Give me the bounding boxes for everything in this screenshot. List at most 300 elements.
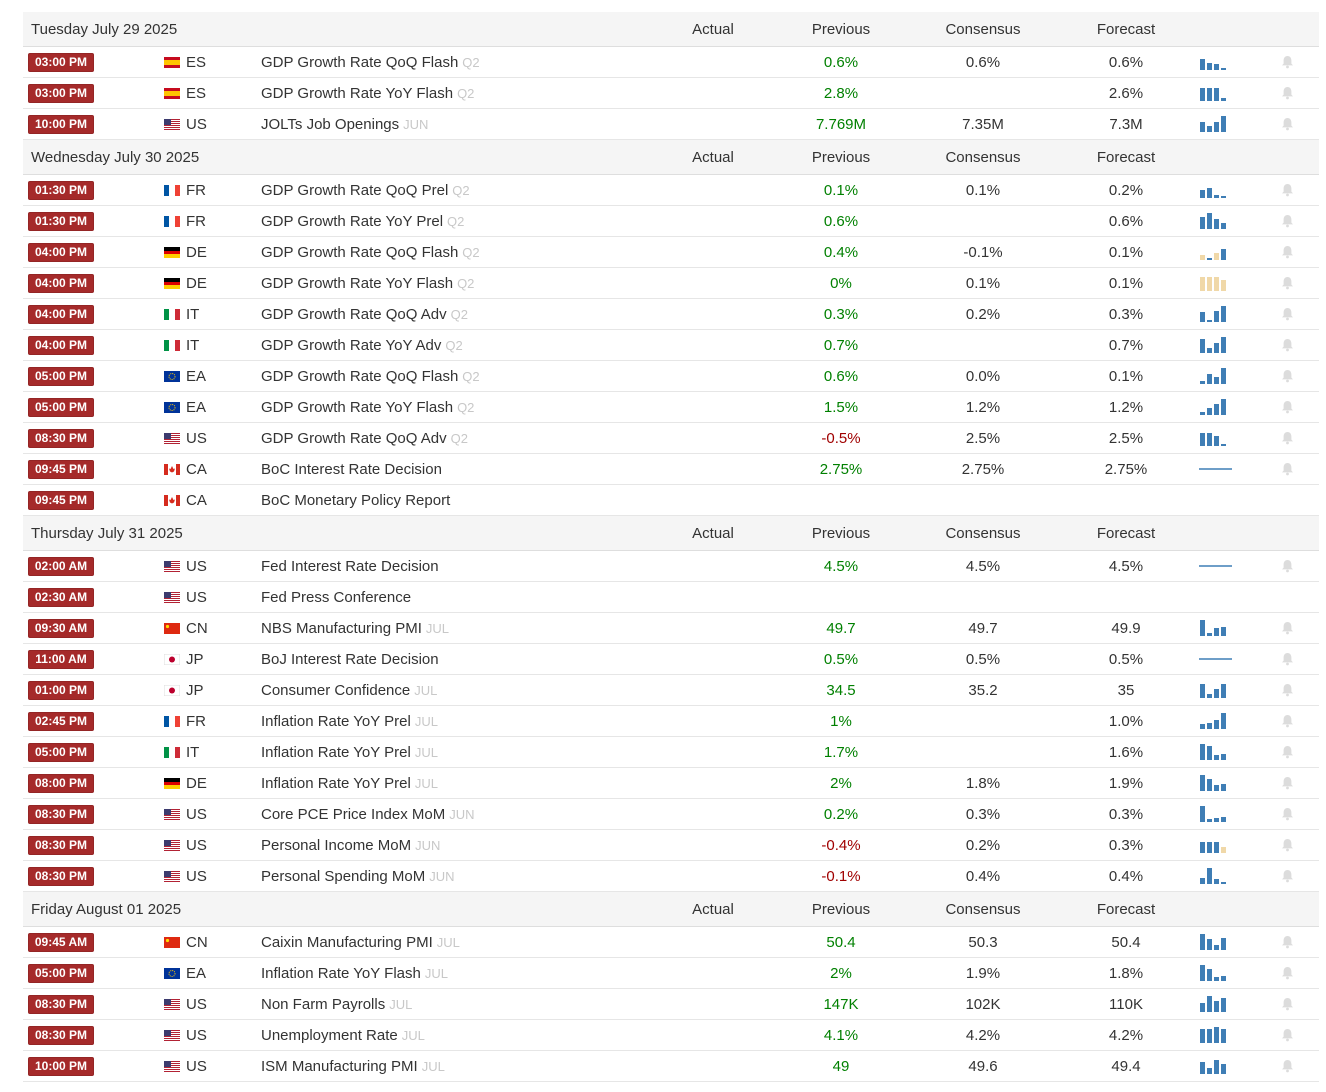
previous-value bbox=[791, 675, 891, 705]
spark-bar bbox=[1221, 817, 1226, 822]
spark-bar bbox=[1207, 408, 1212, 415]
bell-icon[interactable] bbox=[1281, 737, 1294, 767]
forecast-value bbox=[1076, 675, 1176, 705]
previous-text: 2.8% bbox=[823, 84, 859, 102]
forecast-value bbox=[1076, 392, 1176, 422]
flag-us-icon bbox=[164, 561, 180, 572]
bell-icon[interactable] bbox=[1281, 78, 1294, 108]
spark-bar bbox=[1207, 188, 1212, 198]
time-badge: 02:30 AM bbox=[28, 588, 94, 607]
event-row[interactable] bbox=[23, 206, 1319, 237]
spark-bar bbox=[1207, 63, 1212, 70]
spark-bar bbox=[1200, 190, 1205, 198]
forecast-text: 4.2% bbox=[1108, 1026, 1144, 1044]
bell-icon[interactable] bbox=[1281, 644, 1294, 674]
flag-us-icon bbox=[164, 433, 180, 444]
event-name[interactable] bbox=[261, 206, 464, 236]
spark-bar bbox=[1207, 996, 1212, 1012]
event-country bbox=[164, 361, 206, 391]
event-name[interactable] bbox=[261, 299, 468, 329]
spark-bar bbox=[1200, 620, 1205, 636]
sparkline-chart[interactable] bbox=[1198, 1020, 1234, 1050]
sparkline-chart[interactable] bbox=[1198, 830, 1234, 860]
previous-text: 49.7 bbox=[826, 619, 856, 637]
event-name[interactable] bbox=[261, 927, 460, 957]
event-title: Caixin Manufacturing PMI bbox=[261, 933, 433, 951]
sparkline-chart[interactable] bbox=[1198, 958, 1234, 988]
consensus-value bbox=[933, 799, 1033, 829]
event-reference: Q2 bbox=[462, 368, 480, 384]
consensus-value bbox=[933, 454, 1033, 484]
sparkline-chart[interactable] bbox=[1198, 989, 1234, 1019]
spark-bar bbox=[1221, 684, 1226, 698]
spark-bar bbox=[1221, 976, 1226, 981]
event-title: Core PCE Price Index MoM bbox=[261, 805, 446, 823]
time-badge: 05:00 PM bbox=[28, 367, 94, 386]
forecast-text: 49.9 bbox=[1111, 619, 1141, 637]
spark-bar bbox=[1214, 277, 1219, 291]
consensus-value bbox=[933, 268, 1033, 298]
bell-icon[interactable] bbox=[1281, 861, 1294, 891]
previous-value bbox=[791, 958, 891, 988]
spark-bar bbox=[1207, 374, 1212, 384]
consensus-value bbox=[933, 361, 1033, 391]
bell-icon[interactable] bbox=[1281, 675, 1294, 705]
event-reference: Q2 bbox=[452, 182, 470, 198]
event-time bbox=[28, 268, 94, 298]
flag-cn-icon bbox=[164, 937, 180, 948]
sparkline-chart[interactable] bbox=[1198, 268, 1234, 298]
bell-icon[interactable] bbox=[1281, 1051, 1294, 1081]
previous-value bbox=[791, 737, 891, 767]
bell-icon[interactable] bbox=[1281, 330, 1294, 360]
sparkline-chart[interactable] bbox=[1198, 706, 1234, 736]
sparkline-chart[interactable] bbox=[1198, 109, 1234, 139]
event-row[interactable] bbox=[23, 737, 1319, 768]
previous-text: 0% bbox=[830, 274, 852, 292]
bell-icon[interactable] bbox=[1281, 392, 1294, 422]
spark-bar bbox=[1221, 938, 1226, 950]
event-row[interactable] bbox=[23, 361, 1319, 392]
event-title: GDP Growth Rate QoQ Prel bbox=[261, 181, 449, 199]
bell-icon[interactable] bbox=[1281, 109, 1294, 139]
spark-bar bbox=[1207, 277, 1212, 291]
forecast-value bbox=[1076, 861, 1176, 891]
event-name[interactable] bbox=[261, 861, 455, 891]
spark-bar bbox=[1214, 1060, 1219, 1074]
event-title: Inflation Rate YoY Flash bbox=[261, 964, 421, 982]
event-name[interactable] bbox=[261, 361, 480, 391]
event-name[interactable] bbox=[261, 330, 463, 360]
forecast-text: 0.2% bbox=[1108, 181, 1144, 199]
bell-icon[interactable] bbox=[1281, 299, 1294, 329]
event-row[interactable] bbox=[23, 454, 1319, 485]
event-name[interactable] bbox=[261, 47, 480, 77]
column-header-label: Consensus bbox=[945, 900, 1021, 918]
event-name[interactable] bbox=[261, 1051, 445, 1081]
event-row[interactable] bbox=[23, 861, 1319, 892]
event-country bbox=[164, 582, 207, 612]
event-name[interactable] bbox=[261, 799, 475, 829]
country-code: CN bbox=[186, 933, 208, 951]
event-row[interactable] bbox=[23, 109, 1319, 140]
event-name[interactable] bbox=[261, 78, 474, 108]
event-time bbox=[28, 1020, 94, 1050]
previous-value bbox=[791, 392, 891, 422]
event-row[interactable] bbox=[23, 330, 1319, 361]
bell-icon[interactable] bbox=[1281, 799, 1294, 829]
consensus-text: 0.2% bbox=[965, 305, 1001, 323]
country-code: FR bbox=[186, 181, 206, 199]
event-time bbox=[28, 392, 94, 422]
event-name[interactable] bbox=[261, 613, 449, 643]
event-title: BoC Monetary Policy Report bbox=[261, 491, 451, 509]
event-row[interactable] bbox=[23, 551, 1319, 582]
spark-bar bbox=[1200, 775, 1205, 791]
event-reference: Q2 bbox=[457, 275, 475, 291]
bell-icon[interactable] bbox=[1281, 768, 1294, 798]
spark-bar bbox=[1214, 195, 1219, 198]
previous-text: 1.5% bbox=[823, 398, 859, 416]
country-code: ES bbox=[186, 53, 207, 71]
flag-es-icon bbox=[164, 88, 180, 99]
previous-text: -0.1% bbox=[821, 867, 861, 885]
event-country bbox=[164, 861, 207, 891]
event-time bbox=[28, 927, 94, 957]
sparkline-chart[interactable] bbox=[1198, 927, 1234, 957]
flag-ea-icon bbox=[164, 968, 180, 979]
forecast-value bbox=[1076, 206, 1176, 236]
sparkline-chart[interactable] bbox=[1198, 299, 1234, 329]
event-row[interactable] bbox=[23, 830, 1319, 861]
sparkline-chart[interactable] bbox=[1198, 361, 1234, 391]
sparkline-chart[interactable] bbox=[1198, 861, 1234, 891]
spark-bar bbox=[1214, 404, 1219, 415]
event-name[interactable] bbox=[261, 485, 450, 515]
consensus-value bbox=[933, 109, 1033, 139]
previous-text: 0.6% bbox=[823, 53, 859, 71]
sparkline-chart[interactable] bbox=[1198, 799, 1234, 829]
previous-value bbox=[791, 830, 891, 860]
event-row[interactable] bbox=[23, 927, 1319, 958]
event-name[interactable] bbox=[261, 175, 470, 205]
event-name[interactable] bbox=[261, 675, 437, 705]
event-country bbox=[164, 109, 207, 139]
event-row[interactable] bbox=[23, 706, 1319, 737]
event-country bbox=[164, 237, 207, 267]
event-name[interactable] bbox=[261, 582, 411, 612]
event-row[interactable] bbox=[23, 485, 1319, 516]
spark-bar bbox=[1200, 934, 1205, 950]
bell-icon[interactable] bbox=[1281, 830, 1294, 860]
forecast-text: 1.2% bbox=[1108, 398, 1144, 416]
event-row[interactable] bbox=[23, 299, 1319, 330]
spark-bar bbox=[1200, 806, 1205, 822]
event-row[interactable] bbox=[23, 958, 1319, 989]
column-header-label: Forecast bbox=[1096, 20, 1156, 38]
event-name[interactable] bbox=[261, 768, 438, 798]
bell-icon[interactable] bbox=[1281, 927, 1294, 957]
bell-icon[interactable] bbox=[1281, 989, 1294, 1019]
event-time bbox=[28, 613, 94, 643]
spark-bar bbox=[1207, 1029, 1212, 1043]
time-badge: 08:30 PM bbox=[28, 805, 94, 824]
consensus-text: 1.2% bbox=[965, 398, 1001, 416]
bell-icon[interactable] bbox=[1281, 1020, 1294, 1050]
day-header bbox=[23, 140, 1319, 175]
event-country bbox=[164, 299, 199, 329]
bell-icon[interactable] bbox=[1281, 268, 1294, 298]
event-name[interactable] bbox=[261, 268, 474, 298]
consensus-text: 0.0% bbox=[965, 367, 1001, 385]
previous-text: 0.3% bbox=[823, 305, 859, 323]
event-time bbox=[28, 551, 94, 581]
sparkline-chart[interactable] bbox=[1198, 47, 1234, 77]
column-header-consensus bbox=[933, 12, 1033, 46]
day-date-text: Friday August 01 2025 bbox=[31, 900, 182, 918]
spark-bar bbox=[1200, 122, 1205, 132]
previous-text: 0.4% bbox=[823, 243, 859, 261]
event-row[interactable] bbox=[23, 613, 1319, 644]
event-name[interactable] bbox=[261, 454, 442, 484]
spark-bar bbox=[1207, 258, 1212, 260]
bell-icon[interactable] bbox=[1281, 958, 1294, 988]
event-name[interactable] bbox=[261, 830, 440, 860]
spark-bar bbox=[1200, 412, 1205, 415]
flag-jp-icon bbox=[164, 685, 180, 696]
bell-icon[interactable] bbox=[1281, 423, 1294, 453]
column-header-label: Consensus bbox=[945, 148, 1021, 166]
column-header-forecast bbox=[1076, 892, 1176, 926]
event-reference: JUL bbox=[425, 620, 450, 636]
day-date bbox=[31, 892, 181, 926]
forecast-text: 7.3M bbox=[1109, 115, 1143, 133]
time-badge: 09:30 AM bbox=[28, 619, 94, 638]
event-name[interactable] bbox=[261, 737, 438, 767]
event-row[interactable] bbox=[23, 392, 1319, 423]
event-reference: JUN bbox=[415, 837, 441, 853]
previous-text: 34.5 bbox=[826, 681, 856, 699]
sparkline-chart[interactable] bbox=[1198, 330, 1234, 360]
consensus-text: -0.1% bbox=[963, 243, 1003, 261]
event-country bbox=[164, 454, 207, 484]
column-header-label: Consensus bbox=[945, 20, 1021, 38]
sparkline-chart[interactable] bbox=[1198, 454, 1234, 484]
event-name[interactable] bbox=[261, 644, 439, 674]
sparkline-chart[interactable] bbox=[1198, 1051, 1234, 1081]
previous-text: -0.5% bbox=[821, 429, 861, 447]
event-name[interactable] bbox=[261, 423, 468, 453]
event-row[interactable] bbox=[23, 582, 1319, 613]
country-code: FR bbox=[186, 212, 206, 230]
event-country bbox=[164, 799, 207, 829]
event-title: NBS Manufacturing PMI bbox=[261, 619, 422, 637]
flag-fr-icon bbox=[164, 216, 180, 227]
event-row[interactable] bbox=[23, 644, 1319, 675]
event-name[interactable] bbox=[261, 551, 439, 581]
flag-us-icon bbox=[164, 1061, 180, 1072]
column-header-label: Actual bbox=[692, 524, 734, 542]
consensus-value bbox=[933, 1051, 1033, 1081]
event-time bbox=[28, 361, 94, 391]
event-row[interactable] bbox=[23, 237, 1319, 268]
sparkline-chart[interactable] bbox=[1198, 423, 1234, 453]
previous-text: 49 bbox=[832, 1057, 850, 1075]
spark-bar bbox=[1214, 720, 1219, 729]
event-name[interactable] bbox=[261, 1020, 425, 1050]
spark-bar bbox=[1207, 88, 1212, 101]
event-name[interactable] bbox=[261, 237, 480, 267]
previous-value bbox=[791, 927, 891, 957]
sparkline-chart[interactable] bbox=[1198, 644, 1234, 674]
previous-text: 0.1% bbox=[823, 181, 859, 199]
spark-bar bbox=[1200, 312, 1205, 322]
forecast-text: 110K bbox=[1109, 995, 1143, 1013]
event-name[interactable] bbox=[261, 109, 428, 139]
event-country bbox=[164, 830, 207, 860]
spark-bar bbox=[1214, 1001, 1219, 1012]
event-reference: Q2 bbox=[462, 244, 480, 260]
event-row[interactable] bbox=[23, 799, 1319, 830]
event-reference: JUN bbox=[403, 116, 429, 132]
forecast-text: 2.5% bbox=[1108, 429, 1144, 447]
event-reference: JUL bbox=[401, 1027, 425, 1043]
bell-icon[interactable] bbox=[1281, 361, 1294, 391]
previous-value bbox=[791, 582, 891, 612]
event-row[interactable] bbox=[23, 175, 1319, 206]
spark-bar bbox=[1214, 219, 1219, 229]
time-badge: 11:00 AM bbox=[28, 650, 94, 669]
forecast-value bbox=[1076, 768, 1176, 798]
bell-icon[interactable] bbox=[1281, 551, 1294, 581]
forecast-value bbox=[1076, 613, 1176, 643]
event-title: Inflation Rate YoY Prel bbox=[261, 712, 411, 730]
event-time bbox=[28, 423, 94, 453]
time-badge: 08:30 PM bbox=[28, 1026, 94, 1045]
forecast-text: 0.1% bbox=[1108, 367, 1144, 385]
sparkline-chart[interactable] bbox=[1198, 175, 1234, 205]
time-badge: 05:00 PM bbox=[28, 743, 94, 762]
event-row[interactable] bbox=[23, 768, 1319, 799]
forecast-value bbox=[1076, 644, 1176, 674]
sparkline-chart[interactable] bbox=[1198, 768, 1234, 798]
event-row[interactable] bbox=[23, 1020, 1319, 1051]
event-row[interactable] bbox=[23, 675, 1319, 706]
spark-bar bbox=[1200, 277, 1205, 291]
sparkline-chart[interactable] bbox=[1198, 206, 1234, 236]
bell-icon[interactable] bbox=[1281, 613, 1294, 643]
column-header-label: Actual bbox=[692, 900, 734, 918]
event-row[interactable] bbox=[23, 1051, 1319, 1082]
sparkline-chart[interactable] bbox=[1198, 737, 1234, 767]
bell-icon[interactable] bbox=[1281, 175, 1294, 205]
event-reference: JUL bbox=[436, 934, 460, 950]
event-row[interactable] bbox=[23, 423, 1319, 454]
bell-icon[interactable] bbox=[1281, 706, 1294, 736]
event-title: GDP Growth Rate YoY Flash bbox=[261, 398, 454, 416]
event-row[interactable] bbox=[23, 47, 1319, 78]
event-title: Non Farm Payrolls bbox=[261, 995, 386, 1013]
previous-text: -0.4% bbox=[821, 836, 861, 854]
spark-bar bbox=[1221, 998, 1226, 1012]
event-country bbox=[164, 268, 207, 298]
event-name[interactable] bbox=[261, 989, 412, 1019]
event-name[interactable] bbox=[261, 392, 474, 422]
forecast-value bbox=[1076, 551, 1176, 581]
spark-bar bbox=[1200, 88, 1205, 101]
sparkline-chart[interactable] bbox=[1198, 551, 1234, 581]
time-badge: 04:00 PM bbox=[28, 243, 94, 262]
event-country bbox=[164, 989, 207, 1019]
previous-value bbox=[791, 78, 891, 108]
event-title: BoJ Interest Rate Decision bbox=[261, 650, 439, 668]
event-name[interactable] bbox=[261, 706, 438, 736]
consensus-text: 4.2% bbox=[965, 1026, 1001, 1044]
event-title: Fed Interest Rate Decision bbox=[261, 557, 439, 575]
spark-bar bbox=[1221, 337, 1226, 353]
event-country bbox=[164, 392, 206, 422]
previous-value bbox=[791, 861, 891, 891]
event-country bbox=[164, 47, 206, 77]
event-row[interactable] bbox=[23, 78, 1319, 109]
event-country bbox=[164, 78, 206, 108]
previous-text: 2.75% bbox=[819, 460, 863, 478]
event-row[interactable] bbox=[23, 989, 1319, 1020]
bell-icon[interactable] bbox=[1281, 47, 1294, 77]
country-code: US bbox=[186, 557, 207, 575]
event-title: JOLTs Job Openings bbox=[261, 115, 400, 133]
consensus-value bbox=[933, 392, 1033, 422]
event-reference: JUL bbox=[389, 996, 413, 1012]
bell-icon[interactable] bbox=[1281, 237, 1294, 267]
consensus-text: 7.35M bbox=[962, 115, 1004, 133]
country-code: US bbox=[186, 115, 207, 133]
sparkline-chart[interactable] bbox=[1198, 237, 1234, 267]
column-header-previous bbox=[791, 12, 891, 46]
spark-bar bbox=[1221, 249, 1226, 260]
spark-bar bbox=[1207, 126, 1212, 132]
sparkline-chart[interactable] bbox=[1198, 613, 1234, 643]
sparkline-chart[interactable] bbox=[1198, 392, 1234, 422]
spark-bar bbox=[1200, 1029, 1205, 1043]
event-country bbox=[164, 644, 204, 674]
forecast-text: 1.6% bbox=[1108, 743, 1144, 761]
event-time bbox=[28, 175, 94, 205]
sparkline-chart[interactable] bbox=[1198, 675, 1234, 705]
forecast-value bbox=[1076, 78, 1176, 108]
event-country bbox=[164, 206, 206, 236]
spark-bar bbox=[1221, 754, 1226, 760]
spark-bar bbox=[1221, 847, 1226, 853]
event-time bbox=[28, 737, 94, 767]
event-row[interactable] bbox=[23, 268, 1319, 299]
spark-bar bbox=[1214, 377, 1219, 384]
previous-value bbox=[791, 47, 891, 77]
event-name[interactable] bbox=[261, 958, 448, 988]
bell-icon[interactable] bbox=[1281, 206, 1294, 236]
sparkline-chart[interactable] bbox=[1198, 78, 1234, 108]
spark-bar bbox=[1214, 842, 1219, 853]
bell-icon[interactable] bbox=[1281, 454, 1294, 484]
event-title: Consumer Confidence bbox=[261, 681, 411, 699]
consensus-text: 0.1% bbox=[965, 274, 1001, 292]
spark-bar bbox=[1221, 1029, 1226, 1043]
flag-de-icon bbox=[164, 778, 180, 789]
event-reference: Q2 bbox=[445, 337, 463, 353]
flag-cn-icon bbox=[164, 623, 180, 634]
spark-bar bbox=[1214, 977, 1219, 981]
day-date-text: Thursday July 31 2025 bbox=[31, 524, 183, 542]
